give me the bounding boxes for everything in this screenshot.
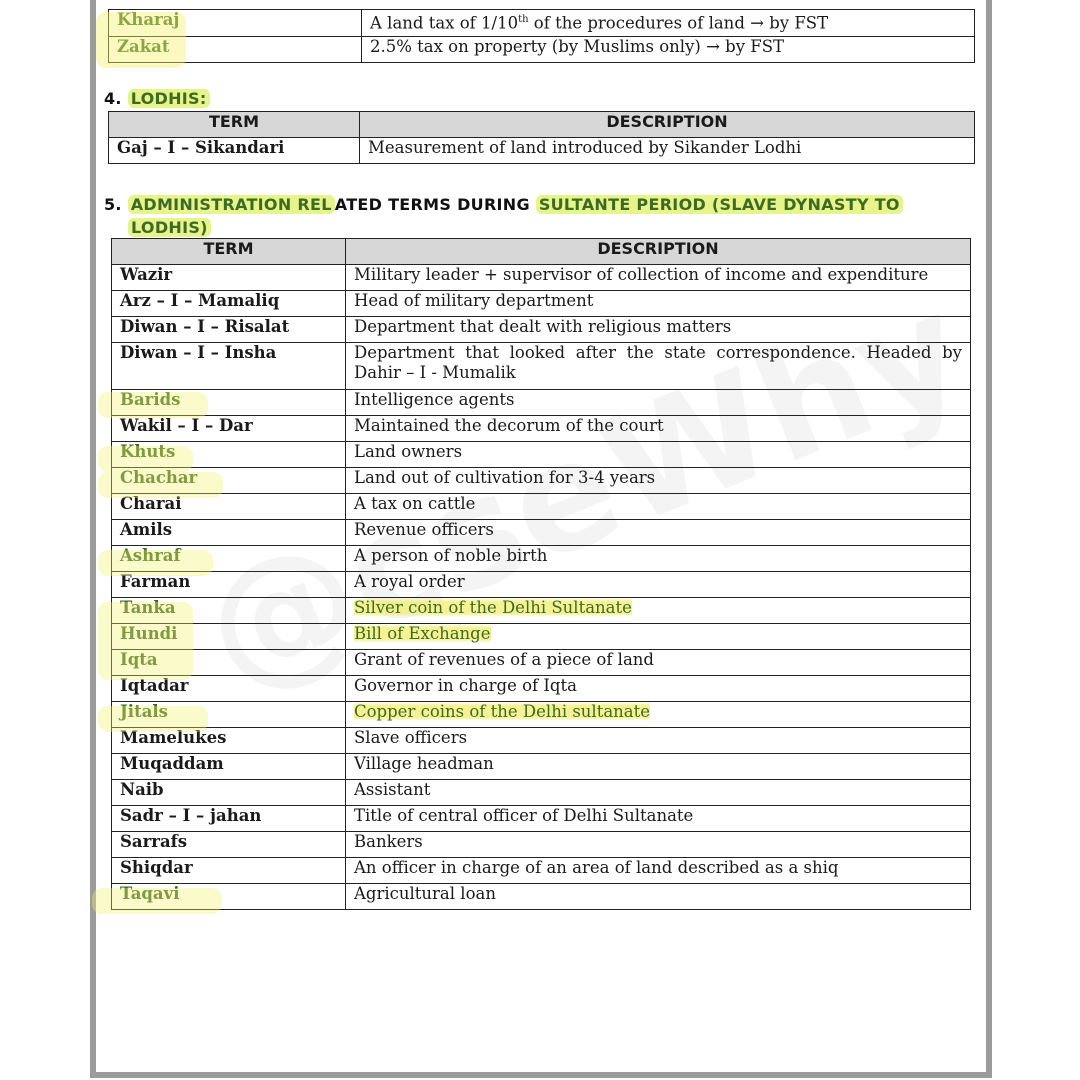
description-cell: Military leader + supervisor of collection of income and expenditure [346,265,971,291]
description-cell: Department that looked after the state correspondence. Headed by Dahir – I - Mumalik [346,343,971,390]
description-cell: Bankers [346,832,971,858]
term-cell: Hundi [112,624,346,650]
term-cell: Naib [112,780,346,806]
table-row [109,37,975,63]
term-cell: Wazir [112,265,346,291]
table-row [112,468,971,494]
column-header-description: DESCRIPTION [360,112,975,138]
term-cell: Charai [112,494,346,520]
description-cell: Grant of revenues of a piece of land [346,650,971,676]
description-cell: Maintained the decorum of the court [346,416,971,442]
description-cell: Agricultural loan [346,884,971,910]
term-cell: Chachar [112,468,346,494]
term-cell: Jitals [112,702,346,728]
highlight-mark [98,706,208,732]
table-row [112,598,971,624]
section5-heading: 5. ADMINISTRATION REL ATED TERMS DURING SULTANTE PERIOD (SLAVE DYNASTY TO LODHIS) [104,193,964,239]
table-row [109,10,975,37]
term-cell: Barids [112,390,346,416]
highlight-mark [98,472,223,498]
highlight-mark [92,888,222,914]
description-cell: 2.5% tax on property (by Muslims only) → by FST [362,37,975,63]
table-row [112,650,971,676]
column-header-term: TERM [112,239,346,265]
table-row [112,494,971,520]
highlight-mark [98,392,208,418]
table-lodhis [108,111,975,164]
term-cell: Sarrafs [112,832,346,858]
table-row [112,442,971,468]
table-row [112,624,971,650]
term-cell: Iqtadar [112,676,346,702]
section4-heading: 4. LODHIS: [104,89,210,108]
table-row [112,546,971,572]
table-row [112,317,971,343]
term-cell: Khuts [112,442,346,468]
table-header-row [112,239,971,265]
description-cell: A royal order [346,572,971,598]
term-cell: Gaj – I – Sikandari [109,138,360,164]
description-cell: Bill of Exchange [346,624,971,650]
column-header-term: TERM [109,112,360,138]
description-cell: Title of central officer of Delhi Sultanate [346,806,971,832]
table-row [112,343,971,390]
description-cell: Slave officers [346,728,971,754]
table-row [112,416,971,442]
table-row [112,858,971,884]
highlight-mark [98,602,193,680]
term-cell: Amils [112,520,346,546]
term-cell: Shiqdar [112,858,346,884]
table-row [112,702,971,728]
term-cell: Ashraf [112,546,346,572]
term-cell: Farman [112,572,346,598]
table-row [112,291,971,317]
description-cell: Measurement of land introduced by Sikander Lodhi [360,138,975,164]
column-header-description: DESCRIPTION [346,239,971,265]
table-row [112,884,971,910]
section5-title-line2: LODHIS) [128,218,211,237]
table-row [109,138,975,164]
description-cell: An officer in charge of an area of land described as a shiq [346,858,971,884]
highlight-mark [96,12,186,68]
table-row [112,728,971,754]
description-cell: Land out of cultivation for 3-4 years [346,468,971,494]
term-cell: Mamelukes [112,728,346,754]
term-cell: Taqavi [112,884,346,910]
table-row [112,754,971,780]
table-row [112,572,971,598]
term-cell: Diwan – I – Insha [112,343,346,390]
description-cell: Department that dealt with religious matters [346,317,971,343]
term-cell: Sadr – I – jahan [112,806,346,832]
description-cell: Village headman [346,754,971,780]
term-cell: Wakil – I – Dar [112,416,346,442]
term-cell: Diwan – I – Risalat [112,317,346,343]
description-cell: Revenue officers [346,520,971,546]
description-cell: A tax on cattle [346,494,971,520]
description-cell: Intelligence agents [346,390,971,416]
table-row [112,265,971,291]
description-cell: A person of noble birth [346,546,971,572]
description-cell: Land owners [346,442,971,468]
description-cell: Assistant [346,780,971,806]
term-cell: Tanka [112,598,346,624]
highlight-mark [98,550,213,576]
section5-title-part3: SULTANTE PERIOD (SLAVE DYNASTY TO [536,195,903,214]
term-cell: Arz – I – Mamaliq [112,291,346,317]
table-row [112,390,971,416]
table-row [112,520,971,546]
table-row [112,832,971,858]
table-row [112,676,971,702]
highlight-mark [98,446,193,472]
description-cell: Copper coins of the Delhi sultanate [346,702,971,728]
table-admin-terms [111,238,971,910]
description-cell: Head of military department [346,291,971,317]
table-header-row [109,112,975,138]
description-cell: Silver coin of the Delhi Sultanate [346,598,971,624]
table-row [112,780,971,806]
description-cell: Governor in charge of Iqta [346,676,971,702]
section5-title-part1: ADMINISTRATION REL [128,195,335,214]
section4-title: LODHIS: [128,89,210,108]
table-top [108,9,975,63]
term-cell: Iqta [112,650,346,676]
term-cell: Muqaddam [112,754,346,780]
table-row [112,806,971,832]
description-cell: A land tax of 1/10th of the procedures of land → by FST [362,10,975,37]
section5-title-part2: ATED TERMS DURING [334,195,530,214]
